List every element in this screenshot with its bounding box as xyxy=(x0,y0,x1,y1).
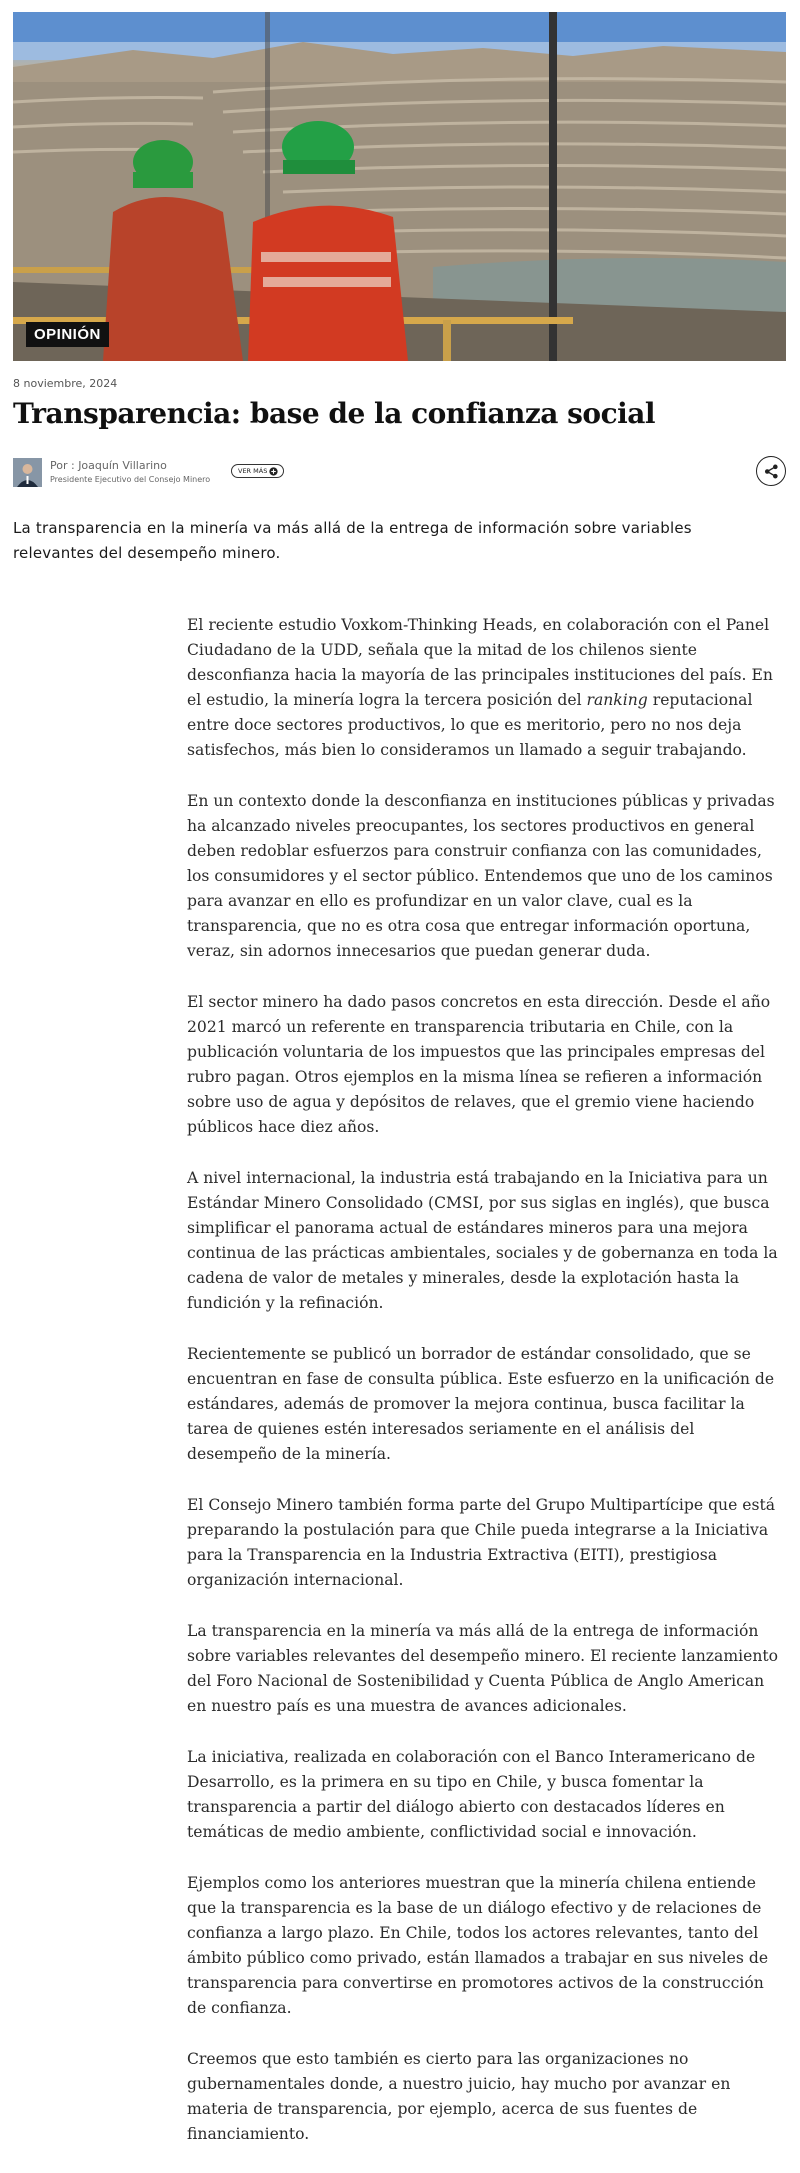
paragraph: Recientemente se publicó un borrador de estándar consolidado, que se encuentran en fase de consulta pública. Este esfuerzo en la unificación de estándares, además de promover la mejora continua, busca facilitar la tarea de quienes estén interesados seriamente en el análisis del desempeño de la minería. xyxy=(187,1345,775,1463)
article-title: Transparencia: base de la confianza social xyxy=(13,397,656,430)
author-role: Presidente Ejecutivo del Consejo Minero xyxy=(50,475,211,484)
paragraph: El Consejo Minero también forma parte del Grupo Multipartícipe que está preparando la postulación para que Chile pueda integrarse a la Iniciativa para la Transparencia en la Industria Extractiva (EITI), prestigiosa organización internacional. xyxy=(187,1496,776,1589)
category-badge[interactable]: OPINIÓN xyxy=(26,322,109,347)
share-button[interactable] xyxy=(756,456,786,486)
paragraph: A nivel internacional, la industria está trabajando en la Iniciativa para un Estándar Minero Consolidado (CMSI, por sus siglas en inglés), que busca simplificar el panorama actual de estándares mineros para una mejora continua de las prácticas ambientales, sociales y de gobernanza en toda la cadena de valor de metales y minerales, desde la explotación hasta la fundición y la refinación. xyxy=(187,1169,778,1312)
article-body xyxy=(187,613,787,2173)
plus-icon xyxy=(269,467,278,476)
emphasis-ranking: ranking xyxy=(586,691,648,709)
share-icon xyxy=(763,463,780,480)
mine-workers-photo xyxy=(13,12,786,361)
paragraph: El reciente estudio Voxkom-Thinking Heads, en colaboración con el Panel Ciudadano de la UDD, señala que la mitad de los chilenos siente desconfianza hacia la mayoría de las principales instituciones del país. En el estudio, la minería logra la tercera posición del ranking reputacional entre doce sectores productivos, lo que es meritorio, pero no nos deja satisfechos, más bien lo consideramos un llamado a seguir trabajando. xyxy=(187,616,773,759)
paragraph: Creemos que esto también es cierto para las organizaciones no gubernamentales donde, a nuestro juicio, hay mucho por avanzar en materia de transparencia, por ejemplo, acerca de sus fuentes de financiamiento. xyxy=(187,2050,731,2143)
article-lead: La transparencia en la minería va más allá de la entrega de información sobre variables relevantes del desempeño minero. xyxy=(13,519,692,562)
paragraph: La iniciativa, realizada en colaboración con el Banco Interamericano de Desarrollo, es la primera en su tipo en Chile, y busca fomentar la transparencia a partir del diálogo abierto con destacados líderes en temáticas de medio ambiente, conflictividad social e innovación. xyxy=(187,1748,756,1841)
paragraph: En un contexto donde la desconfianza en instituciones públicas y privadas ha alcanzado niveles preocupantes, los sectores productivos en general deben redoblar esfuerzos para construir confianza con las comunidades, los consumidores y el sector público. Entendemos que uno de los caminos para avanzar en ello es profundizar en un valor clave, cual es la transparencia, que no es otra cosa que entregar información oportuna, veraz, sin adornos innecesarios que puedan generar duda. xyxy=(187,792,775,960)
ver-mas-label: VER MÁS xyxy=(238,467,268,475)
author-name[interactable]: Por : Joaquín Villarino xyxy=(50,459,167,472)
paragraph: La transparencia en la minería va más allá de la entrega de información sobre variables relevantes del desempeño minero. El reciente lanzamiento del Foro Nacional de Sostenibilidad y Cuenta Pública de Anglo American en nuestro país es una muestra de avances adicionales. xyxy=(187,1622,779,1715)
avatar[interactable] xyxy=(13,458,42,487)
paragraph: Ejemplos como los anteriores muestran que la minería chilena entiende que la transparencia es la base de un diálogo efectivo y de relaciones de confianza a largo plazo. En Chile, todos los actores relevantes, tanto del ámbito público como privado, están llamados a trabajar en sus niveles de transparencia para convertirse en promotores activos de la construcción de confianza. xyxy=(187,1874,769,2017)
publish-date: 8 noviembre, 2024 xyxy=(13,377,118,390)
hero-image xyxy=(13,12,786,361)
paragraph: El sector minero ha dado pasos concretos en esta dirección. Desde el año 2021 marcó un referente en transparencia tributaria en Chile, con la publicación voluntaria de los impuestos que las principales empresas del rubro pagan. Otros ejemplos en la misma línea se refieren a información sobre uso de agua y depósitos de relaves, que el gremio viene haciendo públicos hace diez años. xyxy=(187,993,771,1136)
ver-mas-button[interactable] xyxy=(231,464,284,478)
